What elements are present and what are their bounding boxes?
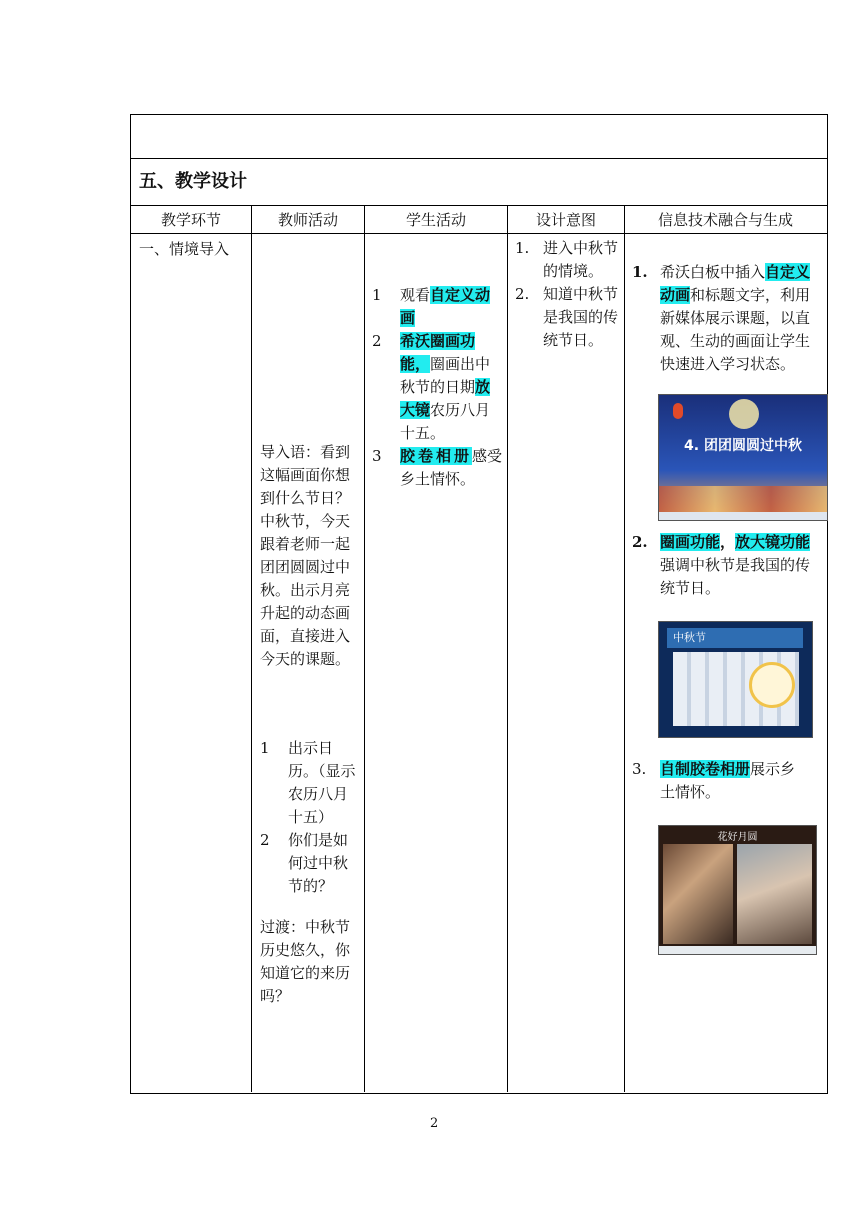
moon-icon — [729, 399, 759, 429]
item-text: 知道中秋节是我国的传统节日。 — [543, 285, 619, 349]
item-text: 出示日历。（显示农历八月十五） — [288, 739, 356, 826]
lantern-icon — [673, 403, 683, 419]
student-list — [372, 284, 504, 491]
album-toolbar — [659, 946, 816, 954]
header-intent: 设计意图 — [535, 211, 596, 229]
item-text: 农历八月十五。 — [400, 401, 491, 442]
slide-caption: 4. 团团圆圆过中秋 — [684, 438, 802, 454]
item-text: 强调中秋节是我国的传统节日。 — [660, 556, 811, 597]
item-number: 2. — [632, 533, 648, 551]
list-item — [515, 283, 623, 352]
item-text: 感受乡土情怀。 — [400, 447, 503, 488]
header-teacher: 教师活动 — [277, 211, 338, 229]
item-number: 1 — [372, 286, 382, 304]
header-stage: 教学环节 — [160, 211, 221, 229]
highlight-text: 放大镜功能 — [735, 533, 811, 551]
list-item — [260, 737, 360, 829]
page-number: 2 — [430, 1116, 439, 1131]
row-divider — [130, 205, 827, 206]
col-divider — [364, 205, 365, 1092]
highlight-text: 圈画功能 — [660, 533, 721, 551]
header-student: 学生活动 — [405, 211, 466, 229]
album-caption: 花好月圆 — [717, 832, 758, 843]
slide-toolbar — [659, 512, 827, 520]
item-text: 进入中秋节的情境。 — [543, 239, 619, 280]
item-number: 2. — [515, 285, 530, 303]
item-pre: 希沃白板中插入 — [660, 263, 766, 281]
tech-item-3 — [632, 758, 802, 804]
teacher-intro: 导入语：看到这幅画面你想到什么节日？中秋节，今天跟着老师一起团团圆圆过中秋。出示月亮升起的动态画面，直接进入今天的课题。 — [260, 443, 351, 668]
item-text: 和标题文字，利用新媒体展示课题，以直观、生动的画面让学生快速进入学习状态。 — [660, 286, 811, 373]
item-text: ， — [720, 533, 736, 551]
list-item — [372, 284, 504, 330]
list-item — [260, 829, 360, 898]
col-divider — [624, 205, 625, 1092]
item-number: 2 — [260, 831, 270, 849]
highlight-text: 希沃圈画功能， — [400, 332, 476, 373]
item-text: 你们是如何过中秋节的？ — [288, 831, 349, 895]
col-divider — [251, 205, 252, 1092]
teacher-list — [260, 737, 360, 898]
item-text: 圈画出中秋节的日期 — [400, 355, 491, 396]
item-number: 1. — [515, 239, 530, 257]
header-tech: 信息技术融合与生成 — [657, 211, 793, 229]
highlight-text: 放大镜 — [400, 378, 491, 419]
highlight-text: 自定义动画 — [660, 263, 811, 304]
col-divider — [507, 205, 508, 1092]
item-pre: 观看 — [400, 286, 431, 304]
teacher-transition: 过渡：中秋节历史悠久，你知道它的来历吗？ — [260, 918, 351, 1005]
list-item — [632, 261, 822, 376]
stage-label: 一、情境导入 — [139, 240, 230, 258]
item-number: 3 — [372, 447, 382, 465]
item-number: 1. — [632, 263, 648, 281]
list-item — [632, 531, 822, 600]
highlight-text: 胶卷相册 — [400, 447, 473, 465]
tech-item-2 — [632, 531, 822, 600]
calendar-thumbnail — [658, 621, 813, 738]
tech-item-1 — [632, 261, 822, 376]
photo-left — [663, 844, 733, 944]
highlight-text: 自制胶卷相册 — [660, 760, 751, 778]
rooftops-decoration — [659, 486, 827, 512]
row-divider — [130, 233, 827, 234]
item-number: 2 — [372, 332, 382, 350]
intent-list — [515, 237, 623, 352]
calendar-header: 中秋节 — [667, 628, 803, 648]
list-item — [632, 758, 802, 804]
slide-thumbnail-title — [658, 394, 828, 521]
photo-album-thumbnail — [658, 825, 817, 955]
magnifier-circle — [749, 662, 795, 708]
list-item — [372, 445, 504, 491]
list-item — [515, 237, 623, 283]
highlight-text: 自定义动画 — [400, 286, 491, 327]
list-item — [372, 330, 504, 445]
item-number: 1 — [260, 739, 270, 757]
item-text: 展示乡土情怀。 — [660, 760, 796, 801]
section-title: 五、教学设计 — [139, 171, 247, 192]
photo-right — [737, 844, 812, 944]
item-number: 3. — [632, 760, 647, 778]
row-divider — [130, 158, 827, 159]
